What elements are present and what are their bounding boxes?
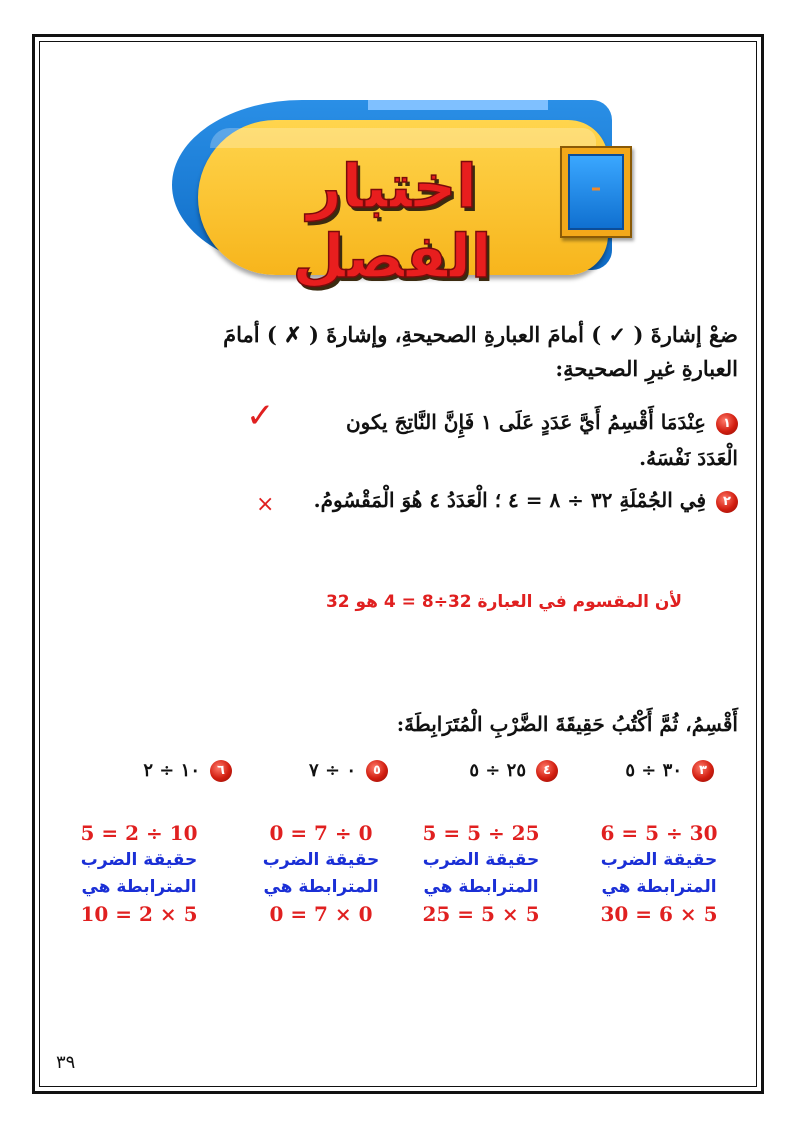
check-mark-icon: ✓	[246, 396, 275, 436]
question-text: عِنْدَمَا أَقْسِمُ أَيَّ عَدَدٍ عَلَى ١ فَإِنَّ النَّاتِجَ يكون الْعَدَدَ نَفْسَهُ.	[345, 410, 738, 470]
division-answer: 6 = 5 ÷ 30	[600, 821, 718, 845]
fact-label: المترابطة هي	[601, 877, 717, 897]
cross-mark-icon: ×	[256, 492, 275, 517]
banner-highlight	[368, 100, 548, 110]
problem-4	[469, 760, 558, 782]
problem-expression: ٢٥ ÷ ٥	[469, 760, 526, 781]
answer-5	[246, 820, 396, 928]
problem-3	[625, 760, 714, 782]
fact-label: المترابطة هي	[263, 877, 379, 897]
title-banner	[168, 100, 668, 290]
question-number-badge: ١	[716, 413, 738, 435]
answer-reason: لأن المقسوم في العبارة 32÷8 = 4 هو 32	[325, 592, 682, 612]
question-2	[308, 482, 738, 518]
division-answer: 5 = 5 ÷ 25	[422, 821, 540, 845]
multiplication-fact: 0 = 7 × 0	[269, 902, 373, 926]
fact-label: المترابطة هي	[423, 877, 539, 897]
fact-label: المترابطة هي	[81, 877, 197, 897]
division-answer: 5 = 2 ÷ 10	[80, 821, 198, 845]
question-number-badge: ٢	[716, 491, 738, 513]
answer-3	[584, 820, 734, 928]
section-heading: أَقْسِمُ، ثُمَّ أَكْتُبُ حَقِيقَةَ الضَّرْبِ الْمُتَرَابِطَةَ:	[396, 712, 738, 736]
instructions-text: ضعْ إشارةَ ( ✓ ) أمامَ العبارةِ الصحيحةِ، وإشارةَ ( ✗ ) أمامَ العبارةِ غيرِ الصحيحةِ:	[223, 322, 738, 381]
problem-number-badge: ٣	[692, 760, 714, 782]
multiplication-fact: 30 = 6 × 5	[600, 902, 718, 926]
problem-expression: ٣٠ ÷ ٥	[625, 760, 682, 781]
answer-4	[406, 820, 556, 928]
question-text: فِي الجُمْلَةِ ٣٢ ÷ ٨ = ٤ ؛ الْعَدَدُ ٤ هُوَ الْمَقْسُومُ.	[313, 488, 706, 512]
question-1	[308, 404, 738, 476]
division-answer: 0 = 7 ÷ 0	[269, 821, 373, 845]
square-emblem-icon	[560, 146, 632, 238]
fact-label: حقيقة الضرب	[600, 850, 718, 870]
multiplication-fact: 10 = 2 × 5	[80, 902, 198, 926]
problem-number-badge: ٥	[366, 760, 388, 782]
problem-5	[309, 760, 388, 782]
problem-expression: ٠ ÷ ٧	[309, 760, 356, 781]
fact-label: حقيقة الضرب	[262, 850, 380, 870]
page-title: اختبار الفصل	[292, 152, 492, 292]
problem-6	[143, 760, 232, 782]
problem-number-badge: ٤	[536, 760, 558, 782]
problem-number-badge: ٦	[210, 760, 232, 782]
page-number: ٣٩	[56, 1052, 76, 1073]
answer-6	[64, 820, 214, 928]
problem-expression: ١٠ ÷ ٢	[143, 760, 200, 781]
fact-label: حقيقة الضرب	[422, 850, 540, 870]
multiplication-fact: 25 = 5 × 5	[422, 902, 540, 926]
fact-label: حقيقة الضرب	[80, 850, 198, 870]
